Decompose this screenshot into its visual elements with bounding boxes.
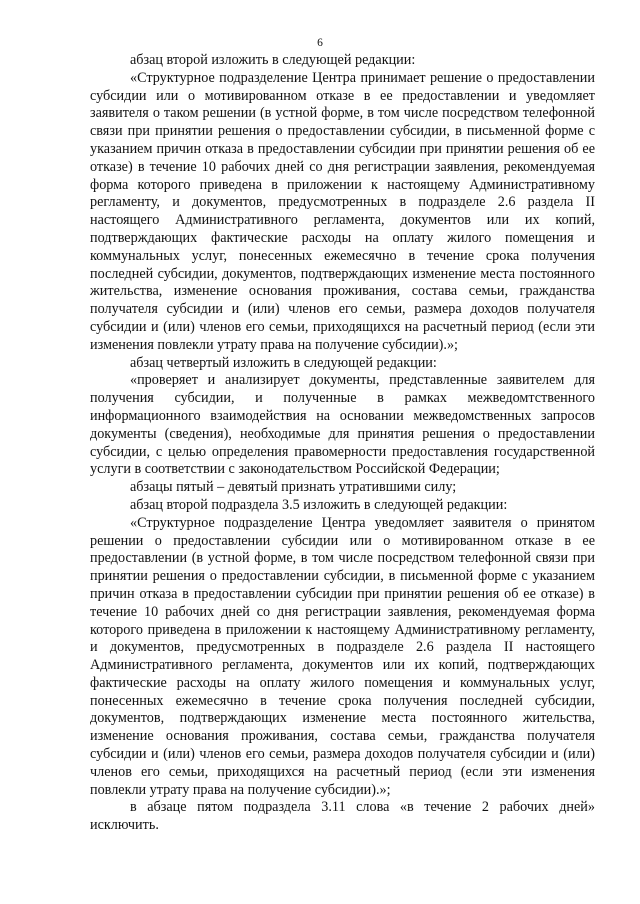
page-number: 6 <box>317 37 323 49</box>
paragraph-quoted-notification-text: «Структурное подразделение Центра уведомляет заявителя о принятом решении о предоставлении субсидии или о мотивированном отказе в ее предоставлении (в устной форме, в том числе посредством телефонной связи при принятии решения о предоставлении субсидии, в письменной форме с указанием причин отказа в предоставлении субсидии при принятии решения об ее отказе) в течение 10 рабочих дней со дня регистрации заявления, рекомендуемая форма которого приведена в приложении к настоящему Административному регламенту, и документов, предусмотренных в подразделе 2.6 раздела II настоящего Административного регламента, документов или их копий, подтверждающих фактические расходы на оплату жилого помещения и коммунальных услуг, понесенных ежемесячно в течение срока получения последней субсидии, документов, подтверждающих изменение места постоянного жительства, изменение основания проживания, состава семьи, гражданства получателя субсидии и (или) членов его семьи, размера доходов получателя субсидии и (или) членов его семьи, приходящихся на расчетный период (если эти изменения повлекли утрату права на получение субсидии).»; <box>90 514 595 798</box>
paragraph-edit-instruction-1: абзац второй изложить в следующей редакции: <box>130 52 416 68</box>
paragraph-repeal-instruction: абзацы пятый – девятый признать утратившими силу; <box>130 479 457 496</box>
paragraph-quoted-decision-text: «Структурное подразделение Центра принимает решение о предоставлении субсидии или о мотивированном отказе в ее предоставлении и уведомляет заявителя о таком решении (в устной форме, в том числе посредством телефонной связи при принятии решения о предоставлении субсидии, в письменной форме с указанием причин отказа в предоставлении субсидии при принятии решения об ее отказе) в течение 10 рабочих дней со дня регистрации заявления, рекомендуемая форма которого приведена в приложении к настоящему Административному регламенту, и документов, предусмотренных в подразделе 2.6 раздела II настоящего Административного регламента, документов или их копий, подтверждающих фактические расходы на оплату жилого помещения и коммунальных услуг, понесенных ежемесячно в течение срока получения последней субсидии, документов, подтверждающих изменение места постоянного жительства, изменение основания проживания, состава семьи, гражданства получателя субсидии и (или) членов его семьи, размера доходов получателя субсидии и (или) членов его семьи, приходящихся на расчетный период (если эти изменения повлекли утрату права на получение субсидии).»; <box>90 69 595 353</box>
document-body <box>90 52 595 835</box>
paragraph-quoted-verification-text: «проверяет и анализирует документы, представленные заявителем для получения субсидии, и полученные в рамках межведомтственного информационного взаимодействия на основании межведомственных запросов документы (сведения), необходимые для принятия решения о предоставлении субсидии, с целью определения правомерности предоставления государственной услуги в соответствии с законодательством Российской Федерации; <box>90 372 595 478</box>
paragraph-exclusion-instruction: в абзаце пятом подраздела 3.11 слова «в течение 2 рабочих дней» исключить. <box>90 799 595 834</box>
paragraph-edit-instruction-2: абзац четвертый изложить в следующей редакции: <box>130 354 437 371</box>
paragraph-edit-instruction-3: абзац второй подраздела 3.5 изложить в следующей редакции: <box>130 496 508 513</box>
